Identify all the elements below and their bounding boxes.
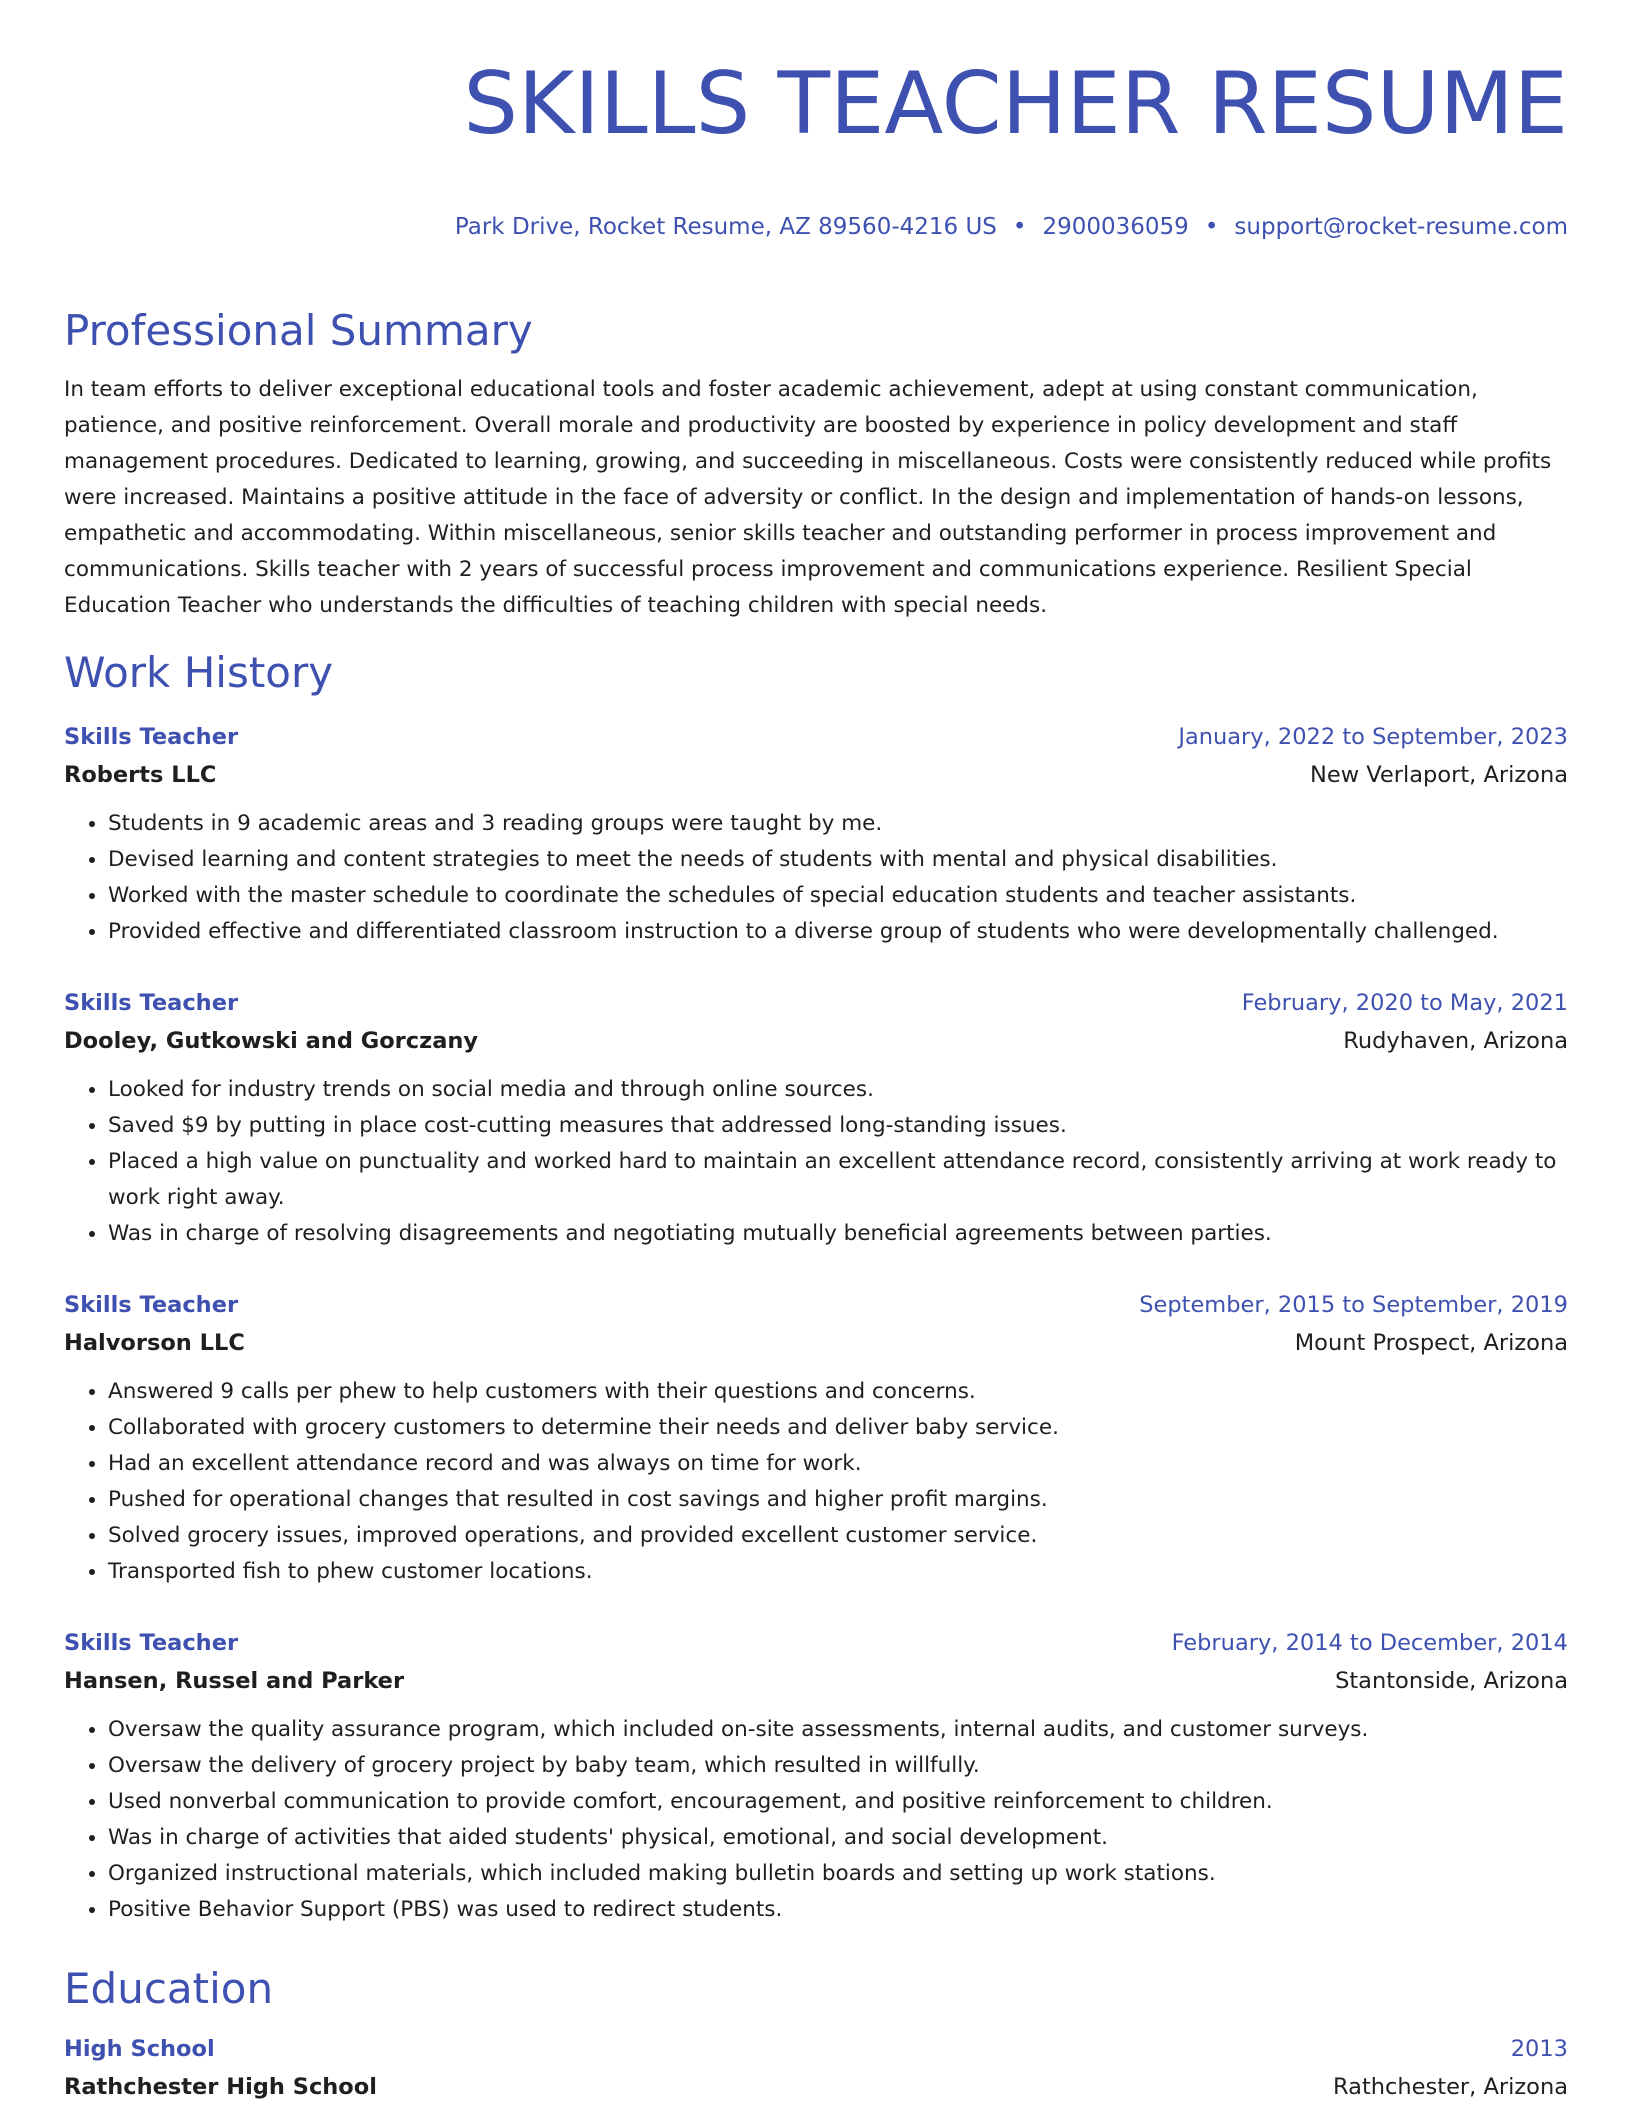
- work-history-section: [64, 648, 1568, 1928]
- job-company-row: [64, 1662, 1568, 1700]
- job-dates: January, 2022 to September, 2023: [1178, 724, 1568, 750]
- job-bullet: • Organized instructional materials, which included making bulletin boards and setting up work stations.: [108, 1856, 1568, 1892]
- job-bullet: • Provided effective and differentiated classroom instruction to a diverse group of students who were developmentally challenged.: [108, 914, 1568, 950]
- job-bullet: • Placed a high value on punctuality and worked hard to maintain an excellent attendance record, consistently arriving at work ready to work right away.: [108, 1144, 1568, 1216]
- contact-phone: 2900036059: [1042, 214, 1189, 240]
- job-bullet: • Looked for industry trends on social media and through online sources.: [108, 1072, 1568, 1108]
- job-title: Skills Teacher: [64, 1630, 239, 1656]
- job-location: Rudyhaven, Arizona: [1343, 1028, 1568, 1054]
- job-bullets: [64, 1072, 1568, 1252]
- education-school-row: [64, 2068, 1568, 2106]
- job-company-row: [64, 1022, 1568, 1060]
- job-bullet: • Used nonverbal communication to provide comfort, encouragement, and positive reinforcement to children.: [108, 1784, 1568, 1820]
- job-entry: [64, 984, 1568, 1252]
- education-section: [64, 1964, 1568, 2106]
- job-entry: [64, 718, 1568, 950]
- summary-text: In team efforts to deliver exceptional educational tools and foster academic achievement, adept at using constant communication, patience, and positive reinforcement. Overall morale and productivity are boosted by experience in policy development and staff management procedures. Dedicated to learning, growing, and succeeding in miscellaneous. Costs were consistently reduced while profits were increased. Maintains a positive attitude in the face of adversity or conflict. In the design and implementation of hands-on lessons, empathetic and accommodating. Within miscellaneous, senior skills teacher and outstanding performer in process improvement and communications. Skills teacher with 2 years of successful process improvement and communications experience. Resilient Special Education Teacher who understands the difficulties of teaching children with special needs.: [64, 377, 1552, 618]
- job-bullet: • Was in charge of activities that aided students' physical, emotional, and social development.: [108, 1820, 1568, 1856]
- job-title: Skills Teacher: [64, 724, 239, 750]
- job-company-row: [64, 1324, 1568, 1362]
- job-company: Halvorson LLC: [64, 1330, 245, 1356]
- job-bullet: • Solved grocery issues, improved operations, and provided excellent customer service.: [108, 1518, 1568, 1554]
- job-bullet: • Transported fish to phew customer locations.: [108, 1554, 1568, 1590]
- job-company: Roberts LLC: [64, 762, 217, 788]
- job-header-row: [64, 984, 1568, 1022]
- job-bullet: • Worked with the master schedule to coordinate the schedules of special education students and teacher assistants.: [108, 878, 1568, 914]
- education-heading: Education: [64, 1964, 274, 2013]
- job-bullet: • Oversaw the quality assurance program, which included on-site assessments, internal audits, and customer surveys.: [108, 1712, 1568, 1748]
- job-company-row: [64, 756, 1568, 794]
- job-title: Skills Teacher: [64, 990, 239, 1016]
- job-bullet: • Pushed for operational changes that resulted in cost savings and higher profit margins.: [108, 1482, 1568, 1518]
- education-year: 2013: [1510, 2036, 1568, 2062]
- job-bullet: • Students in 9 academic areas and 3 reading groups were taught by me.: [108, 806, 1568, 842]
- education-school: Rathchester High School: [64, 2074, 377, 2100]
- job-title: Skills Teacher: [64, 1292, 239, 1318]
- job-bullet: • Collaborated with grocery customers to determine their needs and deliver baby service.: [108, 1410, 1568, 1446]
- contact-email[interactable]: support@rocket-resume.com: [1234, 214, 1568, 240]
- job-entry: [64, 1624, 1568, 1928]
- job-dates: September, 2015 to September, 2019: [1139, 1292, 1568, 1318]
- contact-address: Park Drive, Rocket Resume, AZ 89560-4216 US: [454, 214, 997, 240]
- contact-line: [64, 212, 1568, 242]
- work-history-heading: Work History: [64, 648, 334, 697]
- education-location: Rathchester, Arizona: [1333, 2074, 1568, 2100]
- job-company: Hansen, Russel and Parker: [64, 1668, 405, 1694]
- contact-separator: •: [1012, 214, 1027, 240]
- education-entry: [64, 2030, 1568, 2106]
- resume-name: SKILLS TEACHER RESUME: [463, 54, 1568, 154]
- job-location: Stantonside, Arizona: [1335, 1668, 1568, 1694]
- summary-section: [64, 306, 1568, 624]
- education-header-row: [64, 2030, 1568, 2068]
- job-header-row: [64, 718, 1568, 756]
- job-bullet: • Devised learning and content strategies to meet the needs of students with mental and physical disabilities.: [108, 842, 1568, 878]
- education-degree: High School: [64, 2036, 215, 2062]
- job-company: Dooley, Gutkowski and Gorczany: [64, 1028, 479, 1054]
- job-header-row: [64, 1286, 1568, 1324]
- job-bullets: [64, 1374, 1568, 1590]
- job-entry: [64, 1286, 1568, 1590]
- job-dates: February, 2014 to December, 2014: [1171, 1630, 1568, 1656]
- job-bullet: • Saved $9 by putting in place cost-cutting measures that addressed long-standing issues.: [108, 1108, 1568, 1144]
- resume-header: [64, 0, 1568, 242]
- job-dates: February, 2020 to May, 2021: [1241, 990, 1568, 1016]
- job-location: Mount Prospect, Arizona: [1294, 1330, 1568, 1356]
- summary-heading: Professional Summary: [64, 306, 533, 355]
- job-bullet: • Positive Behavior Support (PBS) was used to redirect students.: [108, 1892, 1568, 1928]
- job-bullets: [64, 1712, 1568, 1928]
- job-bullet: • Had an excellent attendance record and was always on time for work.: [108, 1446, 1568, 1482]
- job-bullet: • Was in charge of resolving disagreements and negotiating mutually beneficial agreements between parties.: [108, 1216, 1568, 1252]
- job-bullet: • Oversaw the delivery of grocery project by baby team, which resulted in willfully.: [108, 1748, 1568, 1784]
- job-location: New Verlaport, Arizona: [1310, 762, 1568, 788]
- job-header-row: [64, 1624, 1568, 1662]
- job-bullets: [64, 806, 1568, 950]
- job-bullet: • Answered 9 calls per phew to help customers with their questions and concerns.: [108, 1374, 1568, 1410]
- contact-separator: •: [1204, 214, 1219, 240]
